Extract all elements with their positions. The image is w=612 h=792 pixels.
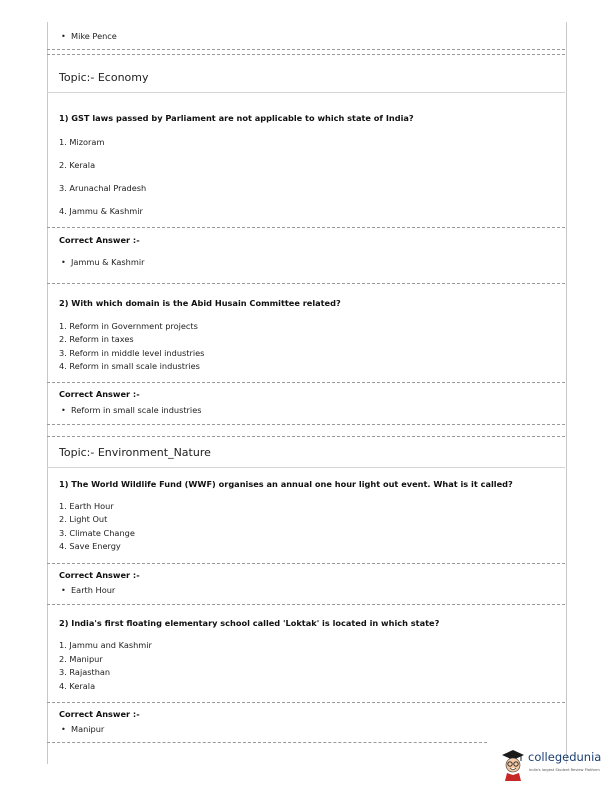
correct-answer-label: Correct Answer :- (59, 389, 140, 399)
divider (47, 382, 565, 383)
question-text: 1) The World Wildlife Fund (WWF) organises an annual one hour light out event. What is it called? (59, 479, 513, 489)
correct-answer: • Manipur (61, 724, 105, 734)
option: 3. Climate Change (59, 528, 135, 538)
correct-answer-label: Correct Answer :- (59, 570, 140, 580)
correct-answer: • Earth Hour (61, 585, 116, 595)
option: 2. Reform in taxes (59, 334, 134, 344)
option: 1. Mizoram (59, 137, 105, 147)
divider (47, 563, 565, 564)
option: 3. Rajasthan (59, 667, 111, 677)
divider (47, 227, 565, 228)
question-text: 1) GST laws passed by Parliament are not applicable to which state of India? (59, 113, 414, 123)
divider (47, 467, 565, 468)
divider (47, 742, 487, 743)
correct-answer-label: Correct Answer :- (59, 709, 140, 719)
option: 3. Arunachal Pradesh (59, 183, 147, 193)
previous-answer: • Mike Pence (61, 31, 117, 41)
option: 4. Save Energy (59, 541, 121, 551)
option: 4. Kerala (59, 681, 96, 691)
logo-tagline: India's largest Student Review Platform (529, 768, 600, 772)
collegedunia-logo (500, 748, 612, 788)
divider (47, 436, 565, 437)
option: 2. Manipur (59, 654, 103, 664)
graduate-mascot-icon (500, 748, 526, 782)
topic-heading: Topic:- Environment_Nature (59, 446, 211, 459)
question-text: 2) India's first floating elementary school called 'Loktak' is located in which state? (59, 618, 440, 628)
divider (47, 92, 565, 93)
topic-heading: Topic:- Economy (59, 71, 149, 84)
option: 2. Light Out (59, 514, 108, 524)
option: 1. Earth Hour (59, 501, 114, 511)
divider (47, 54, 565, 55)
option: 4. Reform in small scale industries (59, 361, 200, 371)
logo-brand: collegedunia (528, 750, 602, 764)
option: 4. Jammu & Kashmir (59, 206, 143, 216)
correct-answer: • Reform in small scale industries (61, 405, 202, 415)
option: 2. Kerala (59, 160, 96, 170)
correct-answer-label: Correct Answer :- (59, 235, 140, 245)
divider (47, 283, 565, 284)
option: 1. Jammu and Kashmir (59, 640, 152, 650)
option: 3. Reform in middle level industries (59, 348, 205, 358)
question-text: 2) With which domain is the Abid Husain Committee related? (59, 298, 341, 308)
divider (47, 702, 565, 703)
correct-answer: • Jammu & Kashmir (61, 257, 145, 267)
divider (47, 604, 565, 605)
divider (47, 49, 565, 50)
divider (47, 424, 565, 425)
option: 1. Reform in Government projects (59, 321, 198, 331)
